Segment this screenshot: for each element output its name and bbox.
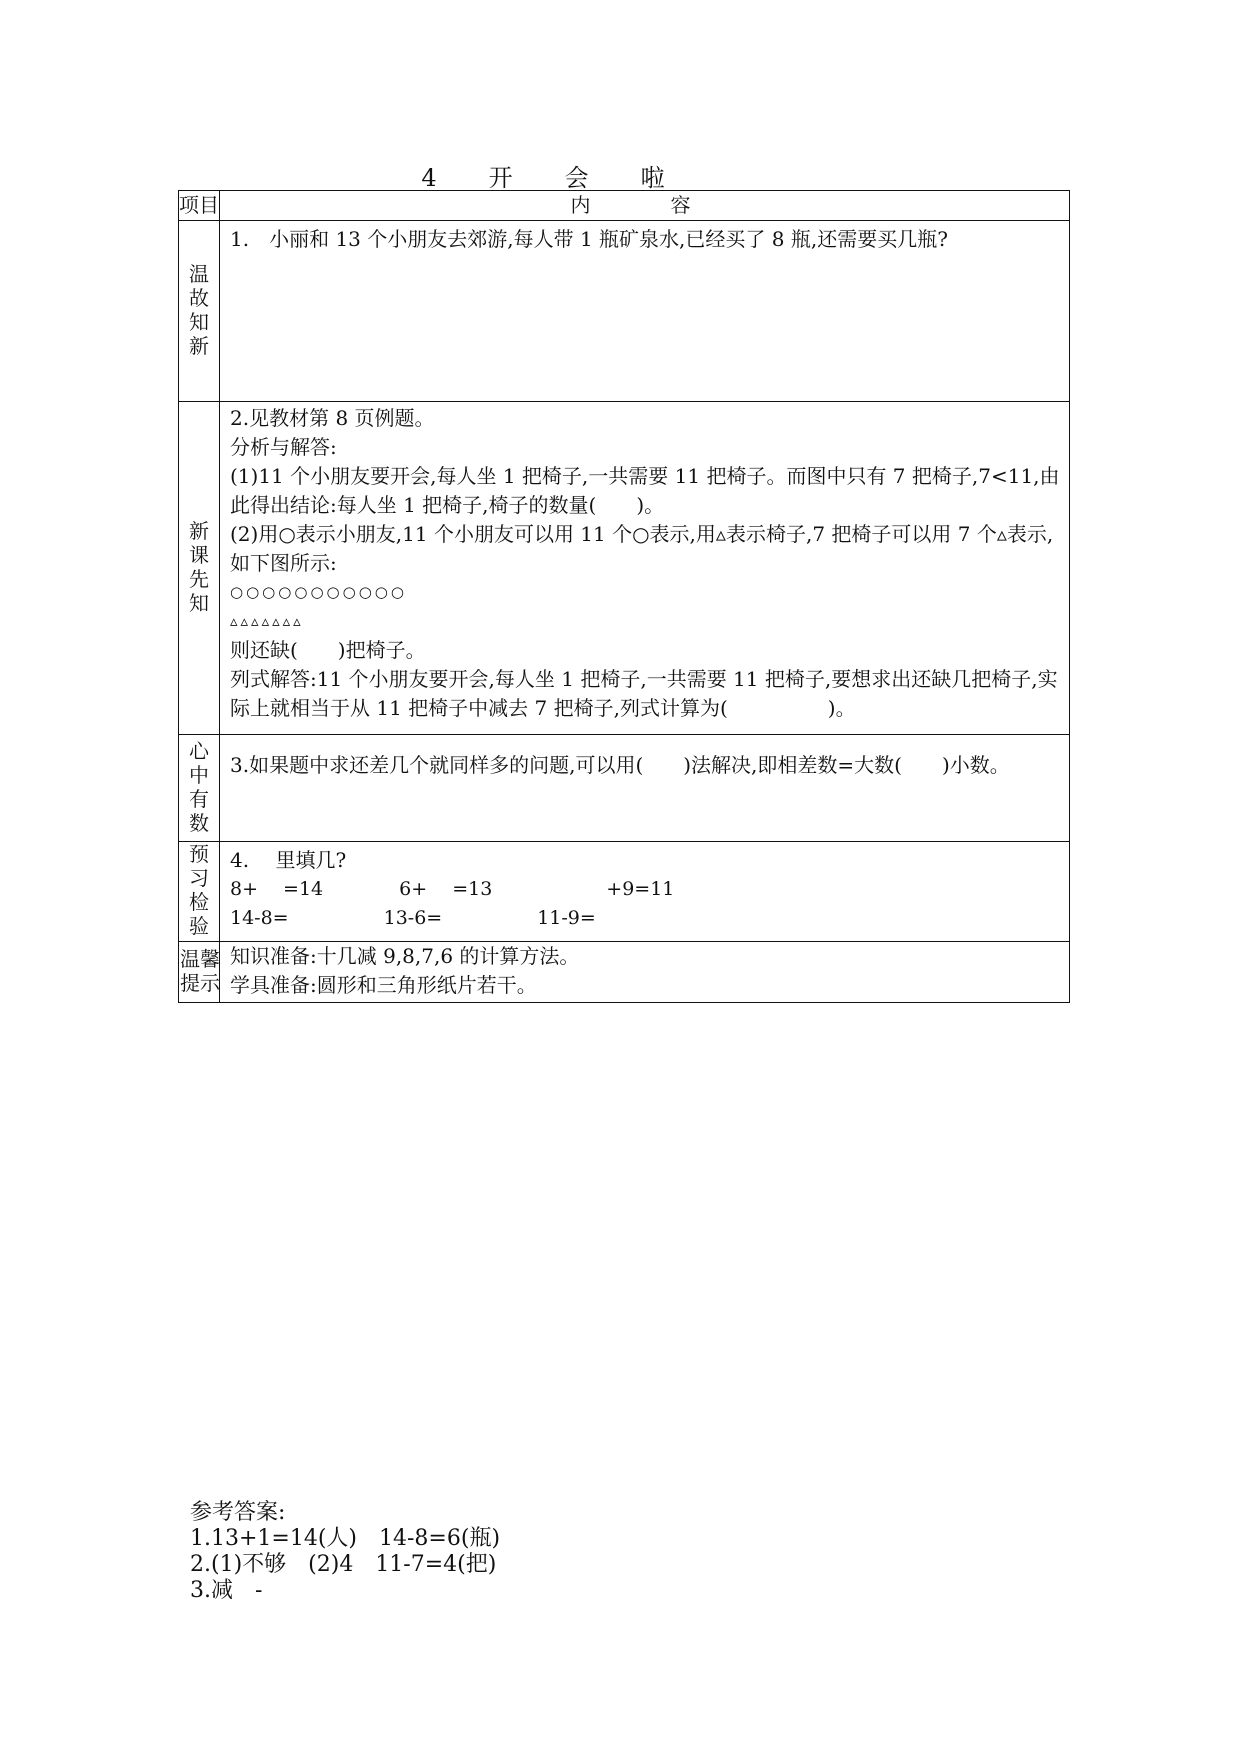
page-title: 4 开 会 啦 (421, 164, 679, 192)
equation-explanation: 列式解答:11 个小朋友要开会,每人坐 1 把椅子,一共需要 11 把椅子,要想求出还缺几把椅子,实际上就相当于从 11 把椅子中减去 7 把椅子,列式计算为( )。 (230, 667, 1058, 720)
row-label-review: 温故知新 (189, 261, 209, 358)
question-2-title: 2.见教材第 8 页例题。 (230, 406, 435, 430)
table-header-row (179, 191, 1070, 221)
question-3: 3.如果题中求还差几个就同样多的问题,可以用( )法解决,即相差数=大数( )小数。 (230, 753, 1010, 777)
row-label-new-lesson: 新课先知 (189, 518, 209, 615)
analysis-part-1: (1)11 个小朋友要开会,每人坐 1 把椅子,一共需要 11 把椅子。而图中只有 7 把椅子,7<11,由此得出结论:每人坐 1 把椅子,椅子的数量( )。 (230, 464, 1060, 517)
circles-diagram: ○○○○○○○○○○○ (230, 583, 407, 601)
triangles-diagram: ▵▵▵▵▵▵▵ (230, 612, 304, 630)
answer-2: 2.(1)不够 (2)4 11-7=4(把) (190, 1552, 497, 1577)
table-row (179, 402, 1070, 735)
row-label-summary: 心中有数 (189, 738, 209, 835)
analysis-part-2: (2)用○表示小朋友,11 个小朋友可以用 11 个○表示,用▵表示椅子,7 把椅子可以用 7 个▵表示,如下图所示: (230, 522, 1054, 575)
lesson-table (178, 190, 1070, 1003)
row-label-tips: 温馨提示 (180, 946, 220, 995)
equation-row-2: 14-8= 13-6= 11-9= (230, 907, 596, 929)
header-content: 内 容 (220, 191, 1070, 221)
header-item: 项目 (179, 191, 220, 221)
tip-knowledge: 知识准备:十几减 9,8,7,6 的计算方法。 (230, 944, 580, 968)
table-row (179, 221, 1070, 402)
answer-1: 1.13+1=14(人) 14-8=6(瓶) (190, 1526, 501, 1551)
question-4-title: 4. 里填几? (230, 848, 347, 872)
answer-3: 3.减 - (190, 1578, 263, 1603)
missing-chairs-question: 则还缺( )把椅子。 (230, 638, 426, 662)
answers-title: 参考答案: (190, 1500, 286, 1525)
equation-row-1: 8+ =14 6+ =13 +9=11 (230, 878, 675, 900)
tip-materials: 学具准备:圆形和三角形纸片若干。 (230, 973, 537, 997)
table-row (179, 942, 1070, 1003)
table-row (179, 735, 1070, 842)
answer-section (190, 1500, 500, 1604)
question-1: 1. 小丽和 13 个小朋友去郊游,每人带 1 瓶矿泉水,已经买了 8 瓶,还需要买几瓶? (230, 227, 948, 251)
row-label-practice: 预习检验 (189, 842, 209, 938)
table-row (179, 842, 1070, 942)
analysis-heading: 分析与解答: (230, 435, 337, 459)
